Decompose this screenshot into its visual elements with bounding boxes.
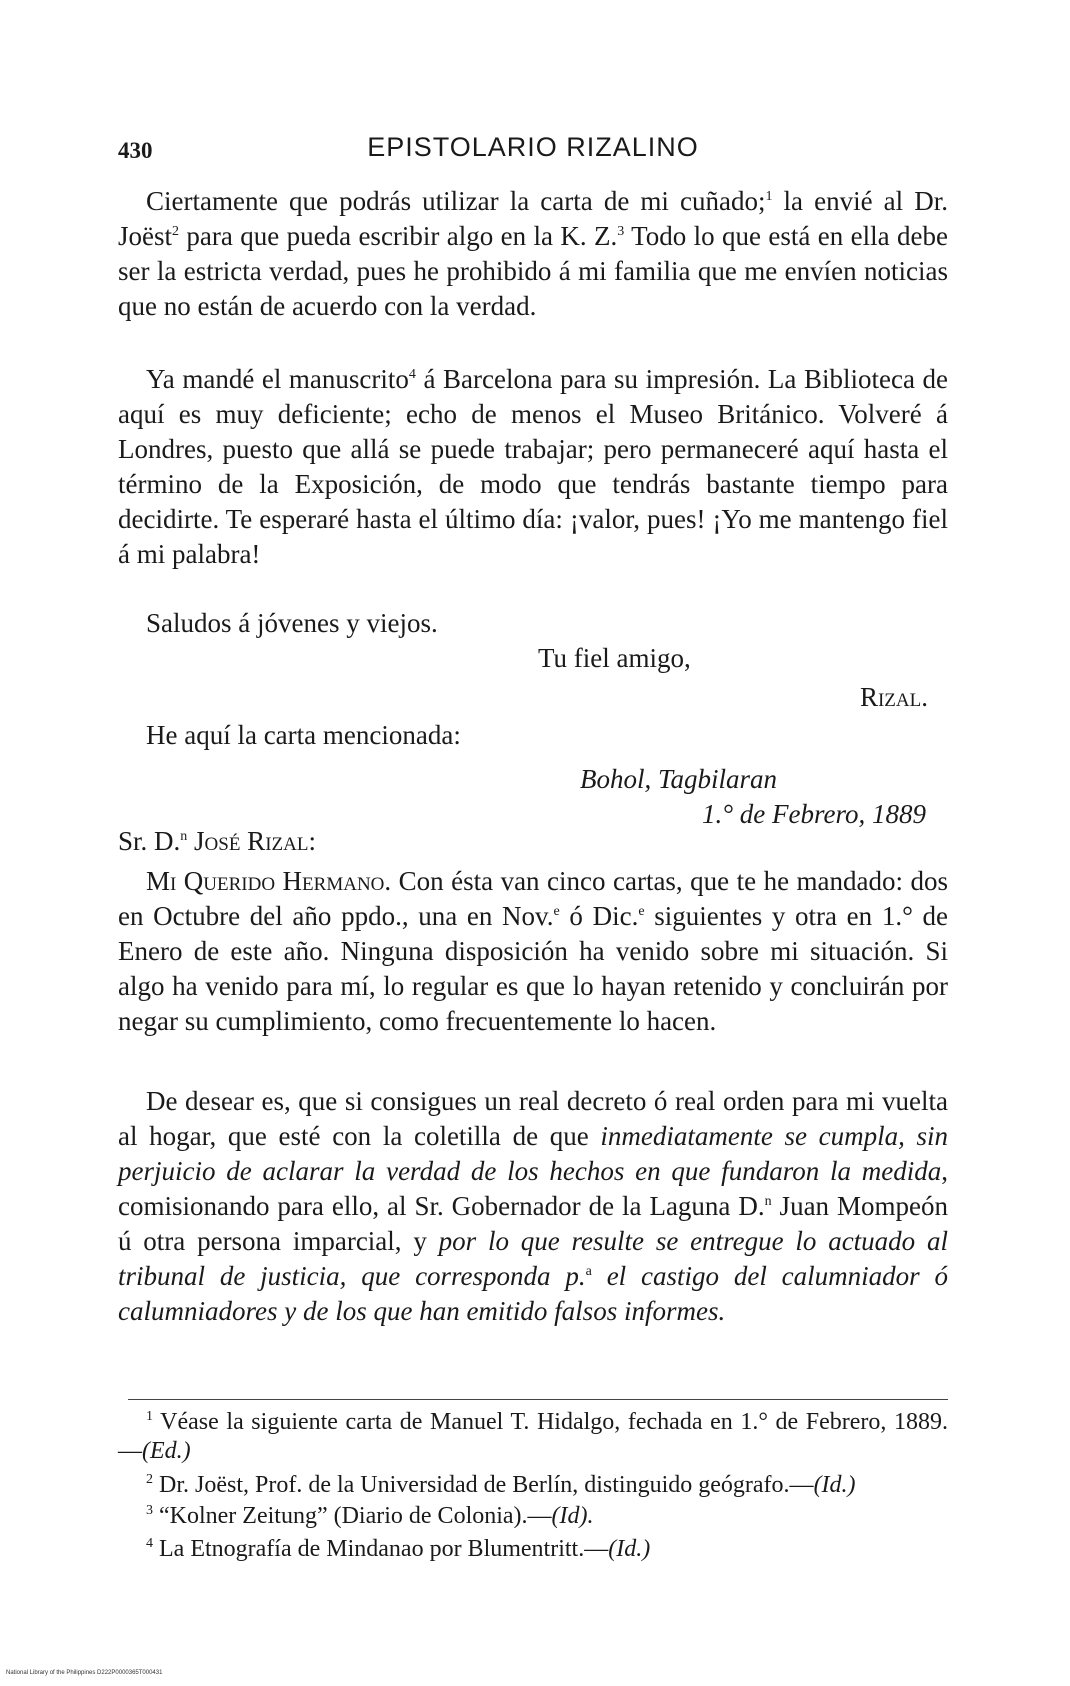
running-title: EPISTOLARIO RIZALINO	[367, 132, 699, 162]
italic-span: el castigo del calumniador ó calumniadores y de los que han emitido falsos informes.	[118, 1261, 948, 1326]
letter2-paragraph-1	[118, 864, 948, 1039]
text-span: Con ésta van cinco cartas, que te he mandado: dos en Octubre del año ppdo., una en Nov.	[118, 866, 949, 931]
italic-span: por lo que resulte se entregue lo actuado al tribunal de justicia, que corresponda p.	[118, 1226, 948, 1291]
library-watermark: National Library of the Philippines D222P0000365T000431	[6, 1670, 163, 1676]
letter1-paragraph-1	[118, 184, 948, 324]
footnote-number: 1	[146, 1409, 153, 1424]
letter2-salutation	[118, 824, 948, 859]
addressee-name: José Rizal	[194, 826, 309, 856]
text-span: :	[308, 826, 316, 856]
footnote-ref[interactable]: 1	[765, 189, 773, 204]
footnote-1	[118, 1408, 948, 1466]
footnote-text: “Kolner Zeitung” (Diario de Colonia).—	[159, 1503, 552, 1529]
text-span: , comisionando para ello, al Sr. Gobernador de la Laguna D.	[118, 1156, 948, 1221]
footnote-ref[interactable]: 3	[617, 224, 625, 239]
footnote-number: 3	[146, 1503, 153, 1518]
text-span: ó Dic.	[559, 901, 639, 931]
footnote-number: 2	[146, 1472, 153, 1487]
page-number: 430	[118, 138, 153, 163]
superscript: e	[553, 904, 560, 919]
superscript: e	[638, 904, 645, 919]
footnote-divider	[128, 1399, 948, 1400]
footnote-4	[118, 1535, 948, 1564]
text-span: De desear es, que si consigues un real decreto ó real orden para mi vuelta al hogar, que esté con la coletilla de que	[118, 1086, 948, 1151]
letter1-paragraph-3: Saludos á jóvenes y viejos.	[146, 608, 438, 638]
text-span: la envié al Dr. Joëst	[118, 186, 948, 251]
footnote-text: Dr. Joëst, Prof. de la Universidad de Berlín, distinguido geógrafo.—	[159, 1472, 814, 1498]
text-span: para que pueda escribir algo en la K. Z.	[179, 221, 618, 251]
letter1-paragraph-2	[118, 362, 948, 572]
footnote-3	[118, 1502, 948, 1531]
page-header	[118, 132, 948, 172]
footnote-number: 4	[146, 1536, 153, 1551]
footnote-ref-text: (Id).	[551, 1503, 594, 1529]
superscript: a	[585, 1264, 592, 1279]
text-span: Todo lo que está en ella debe ser la estricta verdad, pues he prohibido á mi familia que me envíen noticias que no están de acuerdo con la verdad.	[118, 221, 948, 321]
footnote-ref[interactable]: 2	[172, 224, 179, 239]
text-span: Ciertamente que podrás utilizar la carta de mi cuñado;	[146, 186, 766, 216]
text-span: siguientes y otra en 1.° de Enero de este año. Ninguna disposición ha venido sobre mi situación. Si algo ha venido para mí, lo regular es que lo hayan retenido y concluirán por negar su cumplimiento, como frecuentemente lo hacen.	[118, 901, 949, 1036]
letter1-closing: Tu fiel amigo,	[538, 643, 691, 673]
footnote-ref-text: (Id.)	[608, 1536, 651, 1562]
letter1-signature: Rizal.	[859, 682, 928, 712]
text-span: Ya mandé el manuscrito	[146, 364, 409, 394]
footnote-ref[interactable]: 4	[408, 367, 416, 382]
superscript: n	[764, 1194, 772, 1209]
superscript: n	[180, 829, 188, 844]
footnote-text: La Etnografía de Mindanao por Blumentritt.—	[159, 1536, 609, 1562]
letter2-paragraph-2	[118, 1084, 948, 1329]
text-span: á Barcelona para su impresión. La Biblioteca de aquí es muy deficiente; echo de menos el Museo Británico. Volveré á Londres, puesto que allá se puede trabajar; pero permaneceré aquí hasta el término de la Exposición, de modo que tendrás bastante tiempo para decidirte. Te esperaré hasta el último día: ¡valor, pues! ¡Yo me mantengo fiel á mi palabra!	[118, 364, 948, 569]
greeting: Mi Querido Hermano.	[146, 866, 392, 896]
footnote-ref-text: (Id.)	[813, 1472, 856, 1498]
italic-span: inmediatamente se cumpla, sin perjuicio de aclarar la verdad de los hechos en que fundaron la medida	[118, 1121, 948, 1186]
text-span: Sr. D.	[118, 826, 181, 856]
footnote-ref-text: (Ed.)	[142, 1438, 191, 1464]
text-span: Juan Mompeón ú otra persona imparcial, y	[118, 1191, 948, 1256]
intro-line: He aquí la carta mencionada:	[146, 720, 461, 750]
letter2-place: Bohol, Tagbilaran	[580, 764, 778, 794]
footnote-text: Véase la siguiente carta de Manuel T. Hidalgo, fechada en 1.° de Febrero, 1889.—	[118, 1409, 948, 1464]
footnote-2	[118, 1471, 948, 1500]
letter2-date: 1.° de Febrero, 1889	[701, 799, 926, 829]
